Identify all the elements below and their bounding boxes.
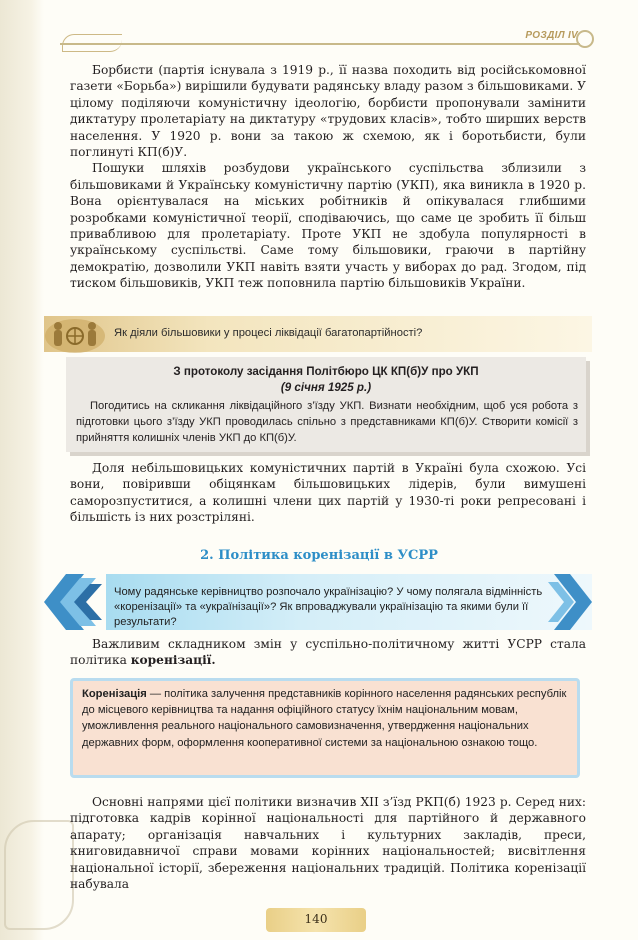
page-number-badge	[266, 904, 366, 936]
document-body	[76, 398, 578, 446]
scroll-ornament-icon	[4, 820, 74, 930]
document-text: Погодитись на скликання ліквідаційного з’їзду УКП. Визнати необхідним, щоб уся робота з підготовки цього з’їзду УКП проводилась спільно з представниками КП(б)У. Створити комісії з прийняття колишніх членів УКП до КП(б)У.	[76, 400, 578, 444]
section-heading: 2. Політика коренізації в УСРР	[200, 548, 438, 563]
term-bold: коренізації.	[130, 653, 216, 668]
text-block-top	[70, 62, 586, 292]
document-title-block	[66, 364, 586, 396]
paragraph: Борбисти (партія існувала з 1919 р., її назва походить від російськомовної газети «Борьба») вирішили будувати радянську владу разом з більшовиками. У цілому поділяючи комуністичну ідеологію, борбисти пропонували замінити диктатуру пролетаріату на диктатуру «трудових класів», тобто ширших верств населення. У 1920 р. вони за такою ж схемою, як і боротьбисти, були поглинуті КП(б)У.	[70, 63, 586, 160]
paragraph: Пошуки шляхів розбудови українського суспільства зблизили з більшовиками й Українську комуністичну партію (УКП), яка виникла в 1920 р. Вона орієнтувалася на міських робітників й опікувалася глибшими розробками комуністичної теорії, сподіваючись, що саме це зробить її більш привабливою для пролетаріату. Проте УКП не здобула популярності в українському суспільстві. Саме тому більшовики, граючи в партійну демократію, дозволили УКП навіть взяти участь у виборах до рад. Згодом, під тиском більшовиків, УКП теж поповнила партію більшовиків України.	[70, 161, 586, 291]
text-block-bottom	[70, 794, 586, 892]
paragraph	[70, 636, 586, 669]
definition-term: Коренізація	[82, 688, 147, 700]
ornament-arrow-icon	[44, 574, 114, 630]
text-block-mid	[70, 460, 586, 526]
paragraph: Доля небільшовицьких комуністичних партій в Україні була схожою. Усі вони, повіривши обіцянкам більшовицьких лідерів, були вимушені саморозпуститися, а колишні члени цих партій у 1930-ті роки репресовані і більшість із них розстріляні.	[70, 461, 586, 525]
left-decorative-rail	[0, 0, 44, 940]
definition-text	[82, 686, 570, 751]
definition-body: — політика залучення представників корінного населення радянських республік до місцевого керівництва та надання офіційного статусу їхнім національним мовам, уможливлення реального національного самовизначення, утвердження національних державних форм, оформлення кооперативної системи за національною ознакою тощо.	[82, 688, 567, 749]
question-text: Як діяли більшовики у процесі ліквідації багатопартійності?	[114, 327, 423, 339]
section-label: РОЗДІЛ IV	[525, 30, 578, 41]
text-block-korenizatsia	[70, 636, 586, 669]
document-date: (9 січня 1925 р.)	[280, 381, 372, 394]
paragraph: Основні напрями цієї політики визначив XII з’їзд РКП(б) 1923 р. Серед них: підготовка кадрів корінної національності для партійного й державного апарату; організація навчальних і культурних закладів, преси, книговидавничої справи мовами корінних національностей; висвітлення національної історії, збереження національних традицій. Політика коренізації набувала	[70, 795, 586, 892]
header-rule	[60, 43, 580, 45]
paragraph-text: Важливим складником змін у суспільно-політичному житті УСРР стала політика	[70, 637, 586, 668]
document-title: З протоколу засідання Політбюро ЦК КП(б)У про УКП	[173, 365, 479, 378]
people-wheel-icon	[44, 314, 106, 354]
corner-knot-icon	[576, 30, 594, 48]
question-text-2: Чому радянське керівництво розпочало українізацію? У чому полягала відмінність «коренізації» та «українізації»? Як впроваджували українізацію та якими були її результати?	[114, 586, 543, 628]
page-number: 140	[304, 912, 328, 926]
